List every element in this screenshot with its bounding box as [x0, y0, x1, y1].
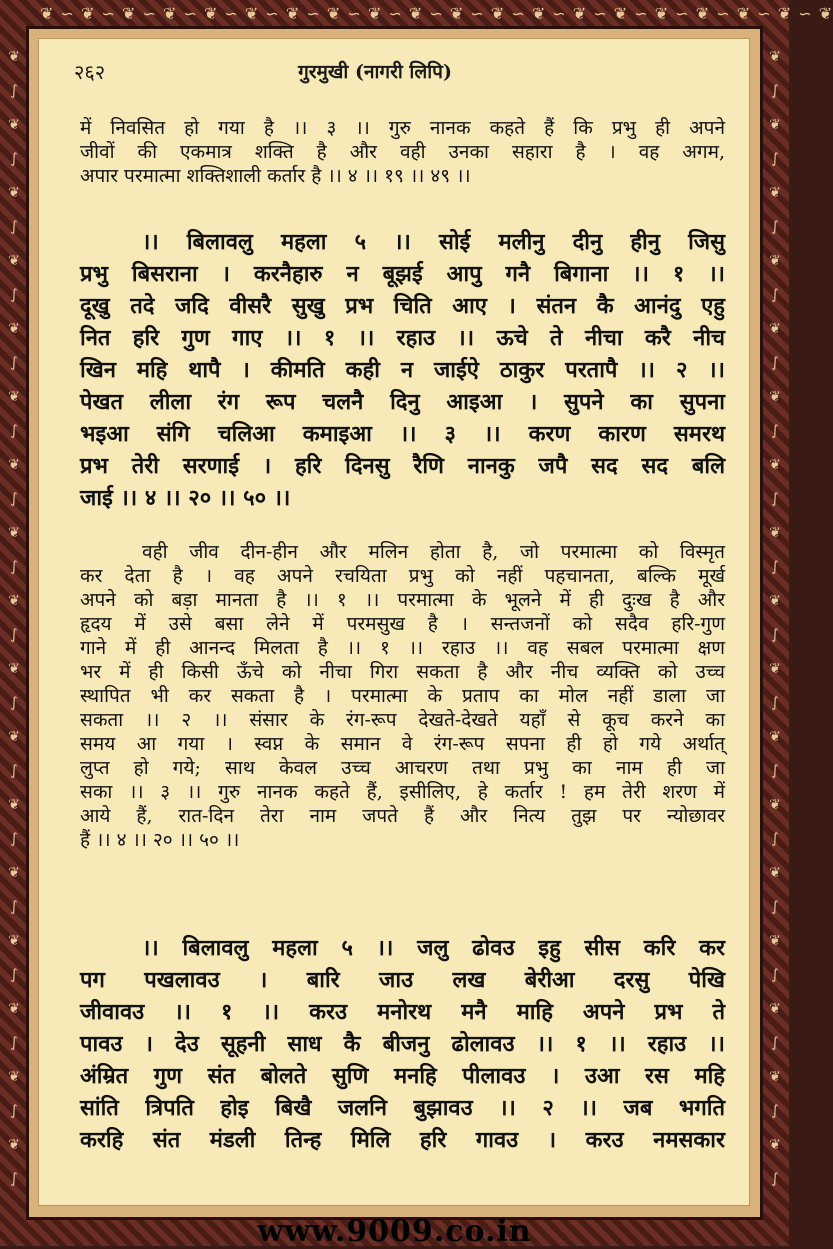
verse-line: जीवावउ ।। १ ।। करउ मनोरथ मनै माहि अपने प्रभ ते [80, 999, 725, 1025]
text-line: सका ।। ३ ।। गुरु नानक कहते हैं, इसीलिए, हे कर्तार ! हम तेरी शरण में [80, 781, 725, 803]
text-line: लुप्त हो गये; साथ केवल उच्च आचरण तथा प्रभु का नाम ही जा [80, 757, 725, 779]
verse-block-1 [80, 226, 725, 514]
verse-line: पेखत लीला रंग रूप चलनै दिनु आइआ । सुपने का सुपना [80, 389, 725, 415]
verse-line: अंम्रित गुण संत बोलते सुणि मनहि पीलावउ । उआ रस महि [80, 1063, 725, 1089]
verse-line: नित हरि गुण गाए ।। १ ।। रहाउ ।। ऊचे ते नीचा करै नीच [80, 325, 725, 351]
page-number: २६२ [74, 60, 106, 84]
verse-line: दूखु तदे जदि वीसरै सुखु प्रभ चिति आए । संतन कै आनंदु एहु [80, 293, 725, 319]
verse-line: प्रभु बिसराना । करनैहारु न बूझई आपु गनै बिगाना ।। १ ।। [80, 261, 725, 287]
text-line: समय आ गया । स्वप्न के समान वे रंग-रूप सपना ही हो गये अर्थात् [80, 733, 725, 755]
text-line: सकता ।। २ ।। संसार के रंग-रूप देखते-देखते यहाँ से कूच करने का [80, 709, 725, 731]
verse-block-2 [80, 932, 725, 1156]
text-line: अपने को बड़ा मानता है ।। १ ।। परमात्मा के भूलने में ही दुःख है और [80, 589, 725, 611]
translation-intro [80, 116, 725, 188]
verse-line: सांति त्रिपति होइ बिखै जलनि बुझावउ ।। २ ।। जब भगति [80, 1095, 725, 1121]
text-line: आये हैं, रात-दिन तेरा नाम जपते हैं और नित्य तुझ पर न्योछावर [80, 805, 725, 827]
text-line: गाने में ही आनन्द मिलता है ।। १ ।। रहाउ ।। वह सबल परमात्मा क्षण [80, 637, 725, 659]
verse-line: जाई ।। ४ ।। २० ।। ५० ।। [80, 485, 291, 511]
text-line: हैं ।। ४ ।। २० ।। ५० ।। [80, 829, 240, 851]
frame-ornament-top: ❦ ∽ ❦ ∽ ❦ ∽ ❦ ∽ ❦ ∽ ❦ ∽ ❦ ∽ ❦ ∽ ❦ ∽ ❦ ∽ ❦ ∽ ❦ ∽ ❦ ∽ ❦ ∽ ❦ ∽ ❦ ∽ ❦ ∽ ❦ ∽ ❦ ∽ ❦ [40, 4, 833, 23]
watermark: www.9009.co.in [257, 1214, 532, 1249]
text-line: भर में ही किसी ऊँचे को नीचा गिरा सकता है और नीच व्यक्ति को उच्च [80, 661, 725, 683]
verse-line: खिन महि थापै । कीमति कही न जाईऐ ठाकुर परतापै ।। २ ।। [80, 357, 725, 383]
verse-line: पग पखलावउ । बारि जाउ लख बेरीआ दरसु पेखि [80, 967, 725, 993]
verse-line: ।। बिलावलु महला ५ ।। जलु ढोवउ इहु सीस करि कर [142, 935, 725, 961]
frame-ornament-right: ❦ ∫ ❦ ∫ ❦ ∫ ❦ ∫ ❦ ∫ ❦ ∫ ❦ ∫ ❦ ∫ ❦ ∫ ❦ ∫ ❦ ∫ ❦ ∫ ❦ ∫ ❦ ∫ ❦ ∫ ❦ ∫ ❦ ∫ [769, 49, 781, 1187]
running-title: गुरमुखी (नागरी लिपि) [298, 61, 452, 83]
text-line: में निवसित हो गया है ।। ३ ।। गुरु नानक कहते हैं कि प्रभु ही अपने [80, 117, 725, 139]
verse-line: करहि संत मंडली तिन्ह मिलि हरि गावउ । करउ नमसकार [80, 1127, 725, 1153]
text-line: कर देता है । वह अपने रचयिता प्रभु को नहीं पहचानता, बल्कि मूर्ख [80, 565, 725, 587]
text-line: हृदय में उसे बसा लेने में परमसुख है । सन्तजनों को सदैव हरि-गुण [80, 613, 725, 635]
text-line: वही जीव दीन-हीन और मलिन होता है, जो परमात्मा को विस्मृत [142, 541, 725, 563]
verse-line: भइआ संगि चलिआ कमाइआ ।। ३ ।। करण कारण समरथ [80, 421, 725, 447]
text-line: जीवों की एकमात्र शक्ति है और वही उनका सहारा है । वह अगम, [80, 141, 725, 163]
page-header [40, 58, 710, 92]
frame-ornament-left: ❦ ∫ ❦ ∫ ❦ ∫ ❦ ∫ ❦ ∫ ❦ ∫ ❦ ∫ ❦ ∫ ❦ ∫ ❦ ∫ ❦ ∫ ❦ ∫ ❦ ∫ ❦ ∫ ❦ ∫ ❦ ∫ ❦ ∫ [8, 49, 20, 1187]
text-line: स्थापित भी कर सकता है । परमात्मा के प्रताप का मोल नहीं डाला जा [80, 685, 725, 707]
verse-line: पावउ । देउ सूहनी साध कै बीजनु ढोलावउ ।। १ ।। रहाउ ।। [80, 1031, 725, 1057]
text-line: अपार परमात्मा शक्तिशाली कर्तार है ।। ४ ।। १९ ।। ४९ ।। [80, 165, 471, 187]
verse-line: ।। बिलावलु महला ५ ।। सोई मलीनु दीनु हीनु जिसु [142, 229, 725, 255]
translation-block-1 [80, 540, 725, 852]
verse-line: प्रभ तेरी सरणाई । हरि दिनसु रैणि नानकु जपै सद सद बलि [80, 453, 725, 479]
